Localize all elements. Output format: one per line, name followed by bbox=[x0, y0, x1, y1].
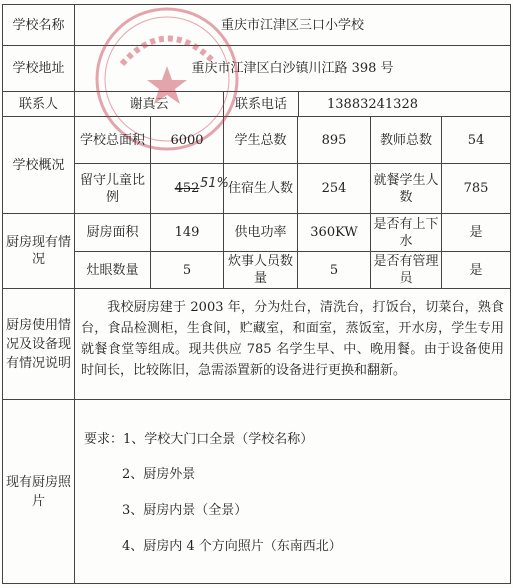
label-kitchen-area: 厨房面积 bbox=[86, 225, 139, 240]
kitchen-usage-description bbox=[81, 297, 504, 381]
label-contact-person: 联系人 bbox=[18, 96, 58, 112]
value-cooking-staff: 5 bbox=[329, 262, 339, 278]
value-power-supply: 360KW bbox=[310, 225, 358, 240]
value-school-name: 重庆市江津区三口小学校 bbox=[220, 17, 364, 33]
label-school-address: 学校地址 bbox=[12, 61, 65, 76]
value-contact-person: 谢真云 bbox=[129, 96, 169, 112]
label-stove-count: 灶眼数量 bbox=[86, 262, 139, 278]
value-kitchen-area: 149 bbox=[174, 225, 200, 240]
value-water-supply: 是 bbox=[469, 225, 483, 240]
value-campus-area: 6000 bbox=[170, 132, 204, 148]
label-kitchen-usage: 厨房使用情况及设备现有情况说明 bbox=[5, 317, 71, 371]
photo-requirement-4: 4、厨房内 4 个方向照片（东南西北） bbox=[122, 539, 342, 554]
photo-requirement-2: 2、厨房外景 bbox=[122, 467, 196, 482]
label-manager: 是否有管理员 bbox=[373, 254, 439, 286]
label-cooking-staff: 炊事人员数量 bbox=[227, 254, 293, 286]
label-school-name: 学校名称 bbox=[12, 17, 65, 33]
value-stove-count: 5 bbox=[182, 262, 192, 278]
label-power-supply: 供电功率 bbox=[234, 225, 287, 240]
label-boarding-students: 住宿生人数 bbox=[227, 181, 293, 196]
value-school-address: 重庆市江津区白沙镇川江路 398 号 bbox=[191, 61, 394, 76]
label-campus-area: 学校总面积 bbox=[79, 132, 145, 148]
label-water-supply: 是否有上下水 bbox=[373, 216, 439, 249]
value-total-students: 895 bbox=[321, 132, 347, 148]
photo-requirement-3: 3、厨房内景（全景） bbox=[122, 503, 248, 518]
label-school-overview: 学校概况 bbox=[12, 157, 65, 173]
photo-requirement-1: 要求：1、学校大门口全景（学校名称） bbox=[84, 432, 314, 447]
label-dining-students: 就餐学生人数 bbox=[373, 172, 439, 205]
label-total-students: 学生总数 bbox=[234, 132, 287, 148]
struck-value: 452 bbox=[174, 181, 200, 196]
handwritten-correction: 51% bbox=[200, 176, 229, 191]
label-left-behind-ratio: 留守儿童比例 bbox=[79, 172, 145, 205]
value-dining-students: 785 bbox=[463, 181, 489, 196]
usage-text: 我校厨房建于 2003 年，分为灶台，清洗台，打饭台，切菜台，熟食台，食品检测柜，生食间，贮藏室，和面室，蒸饭室，开水房，学生专用就餐食堂等组成。现共供应 785 名学生早、中、晚用餐。由于设备使用时间长，比较陈旧，急需添置新的设备进行更换和翻新。 bbox=[81, 300, 504, 378]
label-kitchen-status: 厨房现有情况 bbox=[5, 235, 71, 267]
label-kitchen-photos: 现有厨房照片 bbox=[5, 474, 71, 509]
value-boarding-students: 254 bbox=[321, 181, 347, 196]
value-total-teachers: 54 bbox=[467, 132, 485, 148]
value-manager: 是 bbox=[469, 262, 483, 278]
label-contact-phone: 联系电话 bbox=[234, 96, 287, 112]
label-total-teachers: 教师总数 bbox=[379, 132, 432, 148]
value-contact-phone: 13883241328 bbox=[327, 96, 418, 112]
